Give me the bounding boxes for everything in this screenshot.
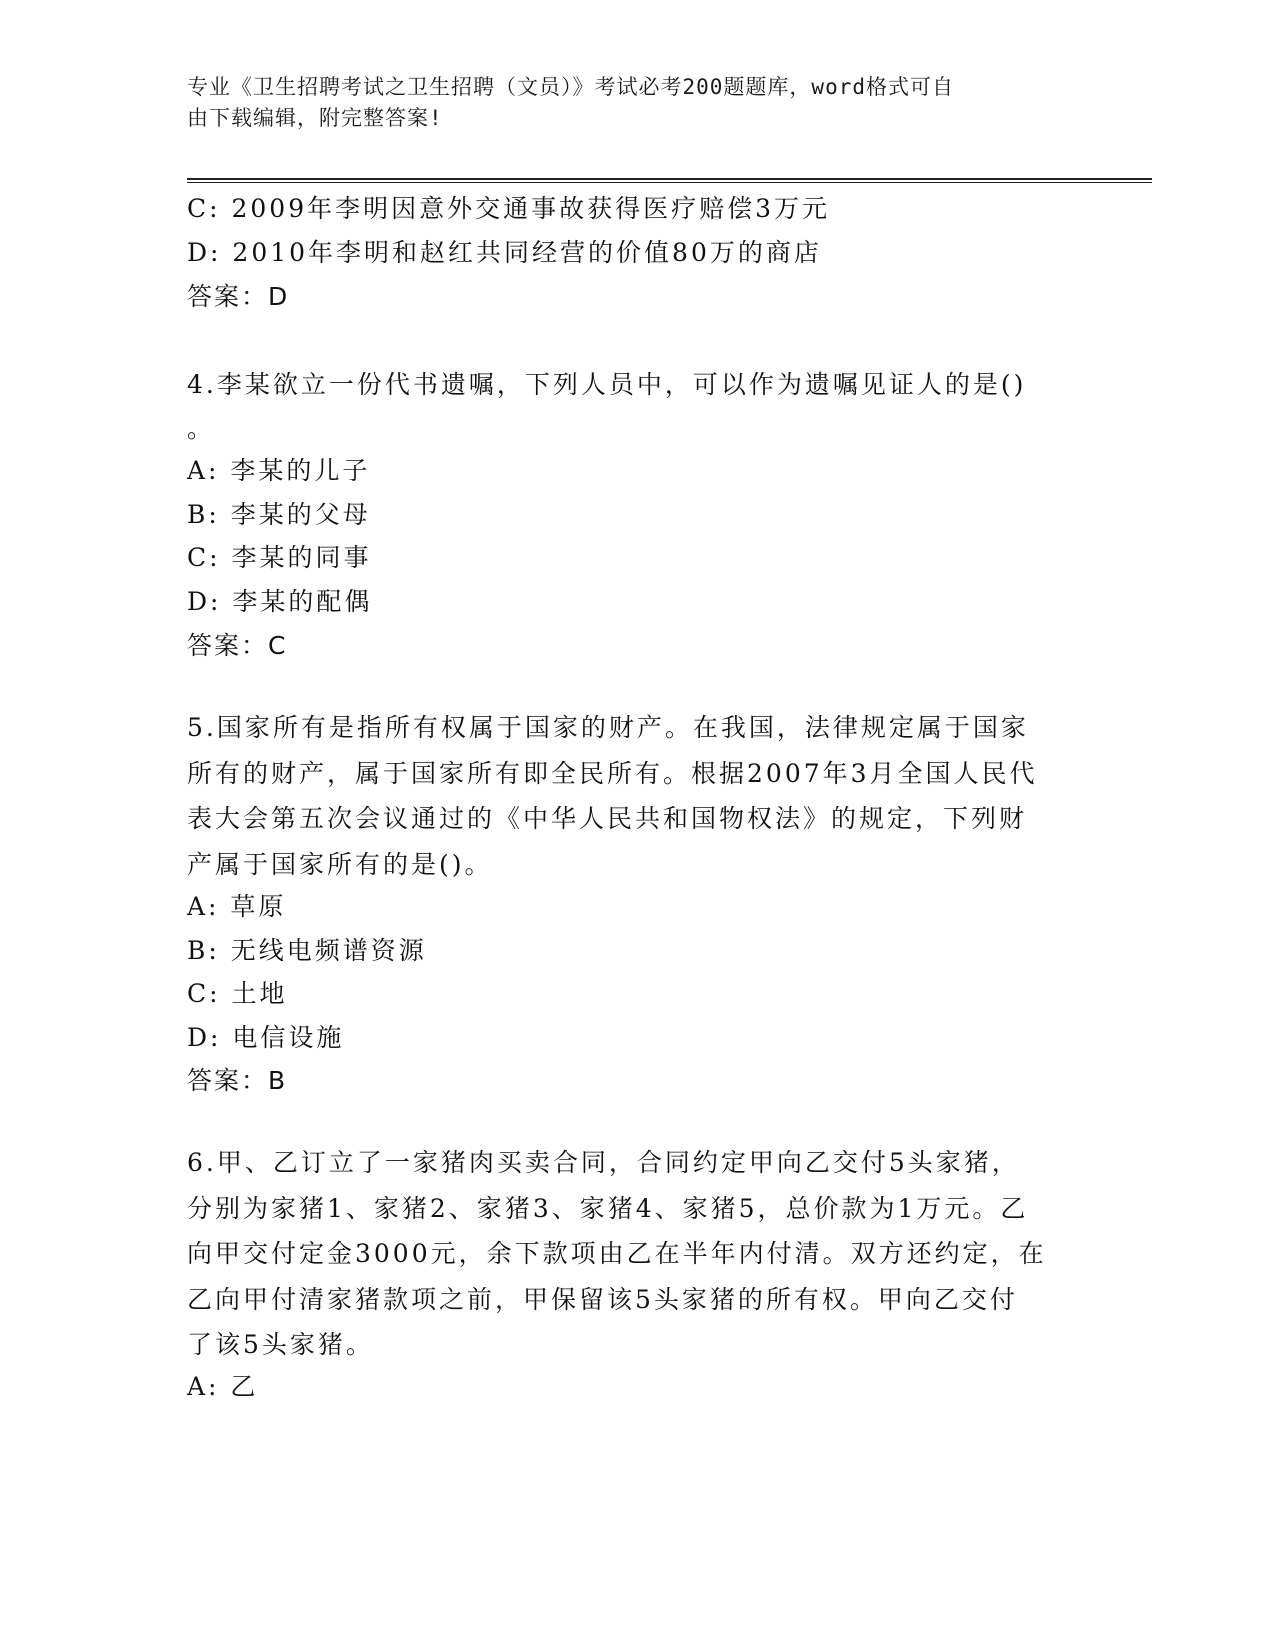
q4-question-line-2: 。 <box>187 414 216 443</box>
q5-question-line-1: 5.国家所有是指所有权属于国家的财产。在我国，法律规定属于国家 <box>187 713 1029 742</box>
q4-option-a: A: 李某的儿子 <box>187 456 371 485</box>
q5-question <box>187 705 1092 887</box>
header-divider-thin <box>187 182 1152 183</box>
document-header <box>187 72 1067 134</box>
header-line-2: 由下载编辑，附完整答案! <box>187 106 443 130</box>
q6-question-line-2: 分别为家猪1、家猪2、家猪3、家猪4、家猪5，总价款为1万元。乙 <box>187 1193 1029 1223</box>
q6-question-line-3: 向甲交付定金3000元，余下款项由乙在半年内付清。双方还约定，在 <box>187 1239 1047 1268</box>
q5-option-b: B: 无线电频谱资源 <box>187 936 427 965</box>
q5-question-line-3: 表大会第五次会议通过的《中华人民共和国物权法》的规定，下列财 <box>187 804 1028 833</box>
q3-option-c: C: 2009年李明因意外交通事故获得医疗赔偿3万元 <box>187 194 831 223</box>
q6-question-line-1: 6.甲、乙订立了一家猪肉买卖合同，合同约定甲向乙交付5头家猪， <box>187 1148 1020 1177</box>
q6-question-line-5: 了该5头家猪。 <box>187 1330 374 1359</box>
q6-option-a: A: 乙 <box>187 1372 259 1401</box>
q4-answer: 答案：C <box>187 631 288 660</box>
q5-question-line-4: 产属于国家所有的是()。 <box>187 849 493 879</box>
header-line-1: 专业《卫生招聘考试之卫生招聘（文员）》考试必考200题题库，word格式可自 <box>187 75 954 99</box>
q3-option-d: D: 2010年李明和赵红共同经营的价值80万的商店 <box>187 238 822 267</box>
header-divider <box>187 178 1152 180</box>
q6-question-line-4: 乙向甲付清家猪款项之前，甲保留该5头家猪的所有权。甲向乙交付 <box>187 1284 1018 1314</box>
q5-question-line-2: 所有的财产，属于国家所有即全民所有。根据2007年3月全国人民代 <box>187 758 1038 788</box>
q3-answer: 答案：D <box>187 282 290 311</box>
q4-question-line-1: 4.李某欲立一份代书遗嘱，下列人员中，可以作为遗嘱见证人的是() <box>187 370 1027 399</box>
q6-question <box>187 1140 1092 1368</box>
q5-option-c: C: 土地 <box>187 979 288 1008</box>
q5-answer: 答案：B <box>187 1066 288 1095</box>
q5-option-a: A: 草原 <box>187 892 287 921</box>
q4-option-d: D: 李某的配偶 <box>187 587 373 616</box>
q4-option-c: C: 李某的同事 <box>187 543 372 572</box>
q4-option-b: B: 李某的父母 <box>187 500 371 529</box>
q5-option-d: D: 电信设施 <box>187 1023 345 1052</box>
